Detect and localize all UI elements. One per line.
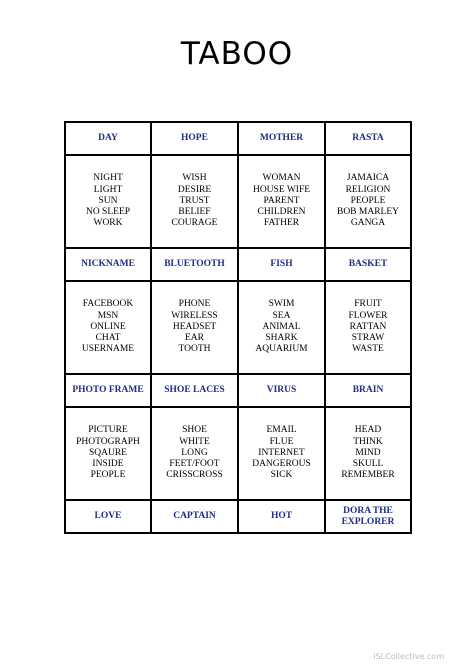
taboo-word: COURAGE <box>171 218 218 229</box>
taboo-word: DANGEROUS <box>252 459 311 470</box>
taboo-word: FEET/FOOT <box>169 459 220 470</box>
taboo-words-list <box>66 156 152 249</box>
taboo-word: FLUE <box>269 436 294 447</box>
taboo-word: PHOTOGRAPH <box>76 436 140 447</box>
taboo-word: WOMAN <box>262 173 301 184</box>
taboo-word: HEAD <box>354 425 382 436</box>
taboo-word: EMAIL <box>266 425 297 436</box>
taboo-card-grid <box>64 121 412 534</box>
taboo-word: NIGHT <box>93 173 123 184</box>
taboo-word: PARENT <box>263 195 300 206</box>
taboo-word: CHILDREN <box>257 207 306 218</box>
taboo-word: SWIM <box>268 299 295 310</box>
taboo-word: SQAURE <box>88 447 127 458</box>
taboo-word: SICK <box>270 470 293 481</box>
taboo-word: FATHER <box>263 218 300 229</box>
taboo-words-list <box>239 408 326 501</box>
taboo-word: FRUIT <box>354 299 382 310</box>
card-header: MOTHER <box>239 123 326 156</box>
taboo-word: BELIEF <box>178 207 211 218</box>
watermark: iSLCollective.com <box>373 652 444 661</box>
taboo-word: DESIRE <box>177 184 212 195</box>
taboo-word: TRUST <box>179 195 210 206</box>
taboo-word: FLOWER <box>348 310 388 321</box>
taboo-word: ONLINE <box>90 321 126 332</box>
taboo-word: STRAW <box>351 333 385 344</box>
card-header: DAY <box>66 123 152 156</box>
taboo-word: WASTE <box>352 344 384 355</box>
taboo-word: SEA <box>272 310 291 321</box>
taboo-word: CHAT <box>95 333 121 344</box>
taboo-word: SHARK <box>265 333 298 344</box>
taboo-words-list <box>66 408 152 501</box>
card-header: NICKNAME <box>66 249 152 282</box>
taboo-word: HEADSET <box>172 321 217 332</box>
taboo-word: INTERNET <box>258 447 305 458</box>
card-header: BRAIN <box>326 375 412 408</box>
taboo-word: LONG <box>181 447 208 458</box>
taboo-word: INSIDE <box>92 459 124 470</box>
card-header: FISH <box>239 249 326 282</box>
taboo-word: WISH <box>182 173 207 184</box>
taboo-word: BOB MARLEY <box>336 207 400 218</box>
taboo-words-list <box>326 282 412 375</box>
taboo-words-list <box>66 282 152 375</box>
taboo-word: HOUSE WIFE <box>252 184 311 195</box>
card-header: CAPTAIN <box>152 501 239 534</box>
card-header: DORA THE EXPLORER <box>326 501 412 534</box>
taboo-word: AQUARIUM <box>255 344 308 355</box>
taboo-word: PHONE <box>178 299 211 310</box>
taboo-word: REMEMBER <box>341 470 395 481</box>
taboo-word: ANIMAL <box>262 321 301 332</box>
taboo-word: RELIGION <box>345 184 391 195</box>
card-header: PHOTO FRAME <box>66 375 152 408</box>
taboo-word: PEOPLE <box>90 470 126 481</box>
card-header: VIRUS <box>239 375 326 408</box>
taboo-word: WHITE <box>179 436 210 447</box>
taboo-word: CRISSCROSS <box>166 470 223 481</box>
taboo-words-list <box>239 282 326 375</box>
taboo-word: NO SLEEP <box>85 207 131 218</box>
card-header: HOPE <box>152 123 239 156</box>
taboo-word: MIND <box>355 447 381 458</box>
card-header: LOVE <box>66 501 152 534</box>
card-header: SHOE LACES <box>152 375 239 408</box>
taboo-word: WIRELESS <box>171 310 218 321</box>
taboo-word: MSN <box>97 310 119 321</box>
taboo-word: EAR <box>185 333 204 344</box>
taboo-word: TOOTH <box>178 344 211 355</box>
card-header: HOT <box>239 501 326 534</box>
taboo-word: JAMAICA <box>346 173 390 184</box>
card-header: BASKET <box>326 249 412 282</box>
taboo-word: PEOPLE <box>350 195 386 206</box>
card-header: BLUETOOTH <box>152 249 239 282</box>
taboo-word: THINK <box>353 436 383 447</box>
taboo-word: SUN <box>98 195 118 206</box>
taboo-word: LIGHT <box>93 184 123 195</box>
taboo-words-list <box>152 408 239 501</box>
taboo-words-list <box>239 156 326 249</box>
taboo-words-list <box>326 156 412 249</box>
taboo-word: FACEBOOK <box>82 299 134 310</box>
taboo-word: USERNAME <box>81 344 135 355</box>
taboo-words-list <box>152 156 239 249</box>
taboo-word: SHOE <box>182 425 207 436</box>
taboo-word: WORK <box>93 218 123 229</box>
taboo-word: SKULL <box>352 459 384 470</box>
taboo-word: GANGA <box>350 218 386 229</box>
taboo-words-list <box>326 408 412 501</box>
card-header: RASTA <box>326 123 412 156</box>
taboo-word: PICTURE <box>88 425 128 436</box>
taboo-word: RATTAN <box>349 321 387 332</box>
taboo-words-list <box>152 282 239 375</box>
page-title: TABOO <box>180 36 294 72</box>
